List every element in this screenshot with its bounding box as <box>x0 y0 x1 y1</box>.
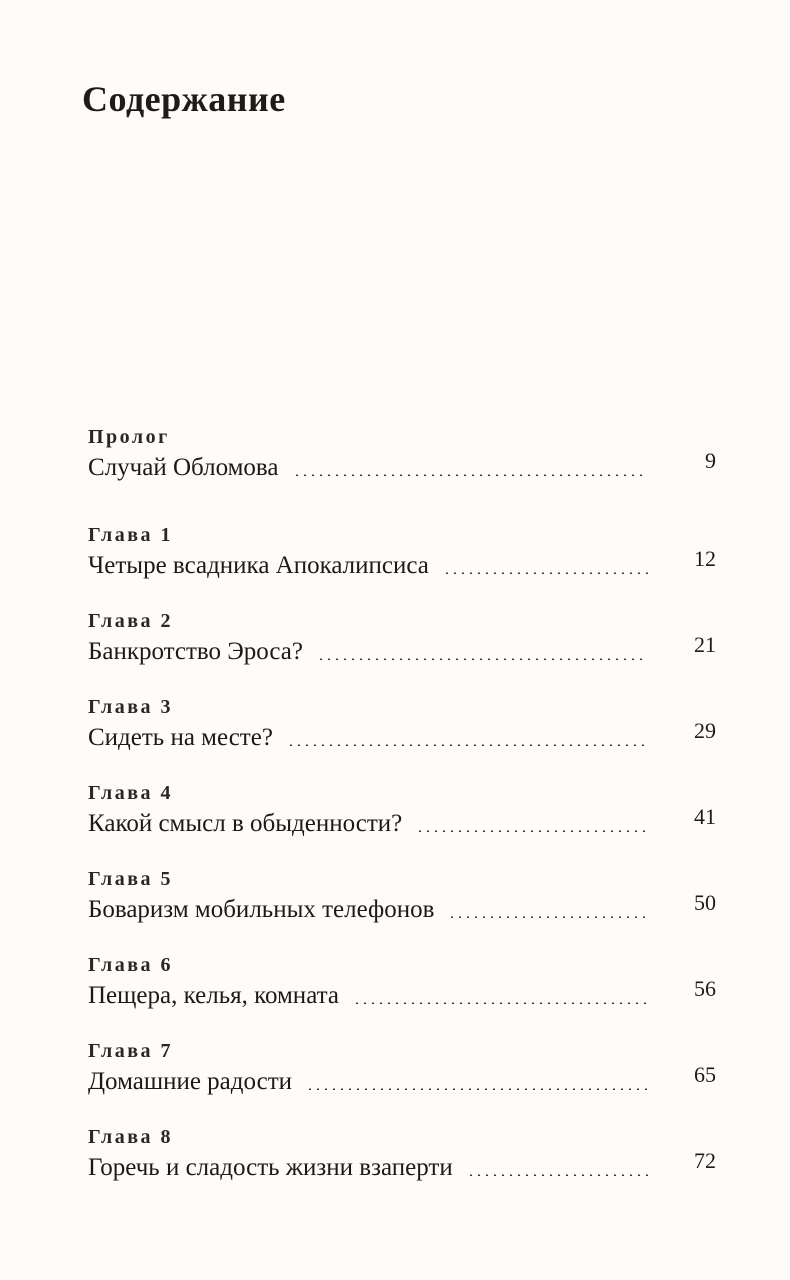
dot-leader <box>416 830 648 832</box>
toc-entry-label: Глава 1 <box>88 524 173 546</box>
toc-entry-chapter-3 <box>88 696 728 782</box>
toc-entry-chapter-5 <box>88 868 728 954</box>
dot-leader <box>306 1088 648 1090</box>
toc-entry-title: Сидеть на месте? <box>88 724 273 751</box>
toc-entry-page-number: 72 <box>694 1148 716 1173</box>
toc-entry-prologue <box>88 426 728 524</box>
toc-entry-page-number: 21 <box>694 632 716 657</box>
toc-entry-page-number: 41 <box>694 804 716 829</box>
toc-entry-label: Глава 6 <box>88 954 173 976</box>
dot-leader <box>443 572 648 574</box>
toc-entry-title: Горечь и сладость жизни взаперти <box>88 1154 453 1181</box>
toc-entry-chapter-1 <box>88 524 728 610</box>
dot-leader <box>317 658 648 660</box>
toc-entry-title: Домашние радости <box>88 1068 293 1095</box>
toc-entry-title: Случай Обломова <box>88 454 279 481</box>
toc-entry-title: Боваризм мобильных телефонов <box>88 896 435 923</box>
toc-entry-chapter-4 <box>88 782 728 868</box>
toc-entry-page-number: 65 <box>694 1062 716 1087</box>
toc-entry-page-number: 12 <box>694 546 716 571</box>
toc-entry-line <box>88 1068 648 1096</box>
toc-entry-page-number: 9 <box>705 448 716 473</box>
toc-entry-label: Глава 5 <box>88 868 173 890</box>
toc-entry-chapter-8 <box>88 1126 728 1212</box>
dot-leader <box>448 916 648 918</box>
toc-entry-page-number: 50 <box>694 890 716 915</box>
dot-leader <box>293 474 649 476</box>
toc-entry-title: Какой смысл в обыденности? <box>88 810 403 837</box>
toc-entry-title: Четыре всадника Апокалипсиса <box>88 552 429 579</box>
dot-leader <box>353 1002 648 1004</box>
toc-entry-line <box>88 982 648 1010</box>
toc-entry-line <box>88 724 648 752</box>
toc-entry-title: Пещера, келья, комната <box>88 982 339 1009</box>
toc-entry-line <box>88 1154 648 1182</box>
toc-entry-chapter-7 <box>88 1040 728 1126</box>
toc-entry-label: Пролог <box>88 426 170 448</box>
toc-entry-chapter-2 <box>88 610 728 696</box>
toc-entry-line <box>88 454 648 482</box>
toc-entry-line <box>88 896 648 924</box>
dot-leader <box>467 1174 648 1176</box>
toc-entry-label: Глава 7 <box>88 1040 173 1062</box>
toc-entry-line <box>88 638 648 666</box>
toc-entry-line <box>88 810 648 838</box>
toc-entry-line <box>88 552 648 580</box>
toc-entry-label: Глава 2 <box>88 610 173 632</box>
toc-entry-label: Глава 8 <box>88 1126 173 1148</box>
table-of-contents <box>88 426 728 1212</box>
toc-entry-page-number: 29 <box>694 718 716 743</box>
toc-entry-label: Глава 4 <box>88 782 173 804</box>
toc-entry-label: Глава 3 <box>88 696 173 718</box>
toc-entry-title: Банкротство Эроса? <box>88 638 304 665</box>
toc-entry-chapter-6 <box>88 954 728 1040</box>
dot-leader <box>287 744 648 746</box>
page-title: Содержание <box>82 79 286 119</box>
toc-entry-page-number: 56 <box>694 976 716 1001</box>
